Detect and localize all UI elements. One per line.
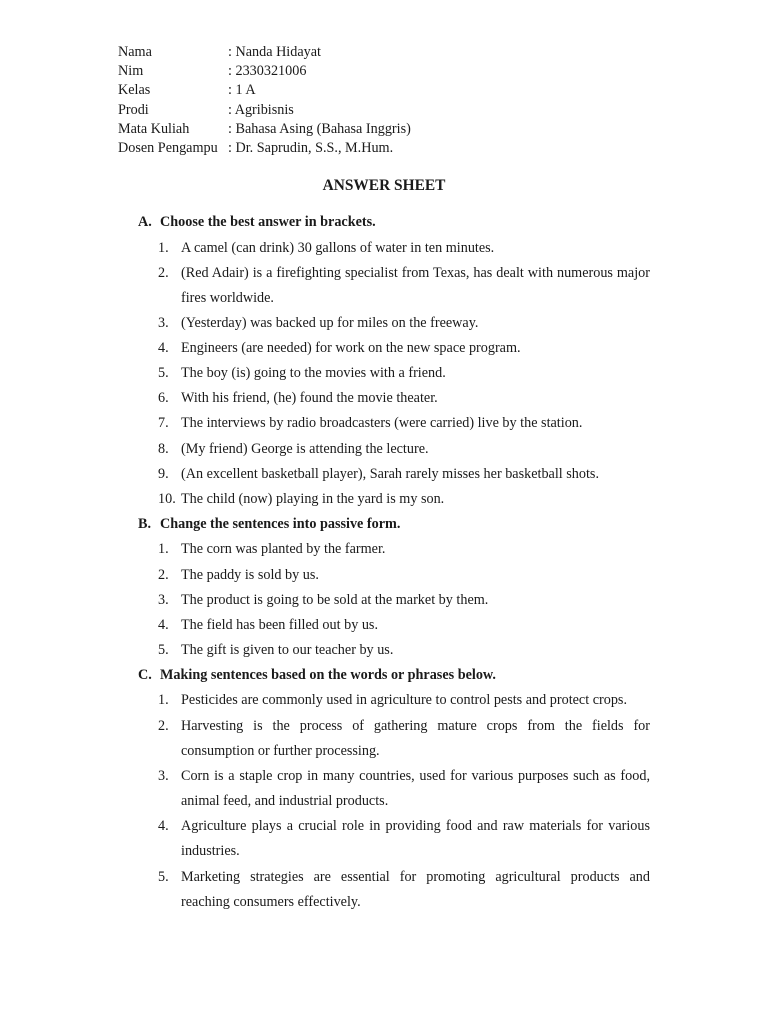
list-item: [158, 613, 650, 638]
item-text: Agriculture plays a crucial role in providing food and raw materials for various industries.: [181, 818, 650, 860]
item-number: 4.: [158, 818, 169, 834]
list-item: [158, 236, 650, 261]
info-value: : Agribisnis: [228, 101, 294, 118]
list-item: [158, 311, 650, 336]
list-item: [158, 411, 650, 436]
info-row-kelas: [118, 81, 411, 100]
item-text: The gift is given to our teacher by us.: [181, 642, 394, 658]
item-number: 3.: [158, 768, 169, 784]
list-item: [158, 386, 650, 411]
item-text: The child (now) playing in the yard is my son.: [181, 491, 445, 507]
item-number: 8.: [158, 441, 169, 457]
item-number: 1.: [158, 541, 169, 557]
info-row-nim: [118, 62, 411, 81]
list-item: [158, 437, 650, 462]
item-number: 5.: [158, 642, 169, 658]
section-heading-c: [138, 665, 496, 685]
item-text: The interviews by radio broadcasters (were carried) live by the station.: [181, 415, 583, 431]
info-row-dosen-pengampu: [118, 139, 411, 158]
list-item: [158, 688, 650, 713]
list-item: [158, 462, 650, 487]
list-item: [158, 714, 650, 764]
item-text: Harvesting is the process of gathering mature crops from the fields for consumption or further processing.: [181, 718, 650, 760]
item-number: 7.: [158, 415, 169, 431]
info-label: Dosen Pengampu: [118, 139, 218, 156]
item-text: (Yesterday) was backed up for miles on the freeway.: [181, 315, 479, 331]
section-letter: B.: [138, 516, 152, 532]
item-number: 10.: [158, 491, 176, 507]
info-value: : 2330321006: [228, 63, 307, 80]
item-number: 9.: [158, 466, 169, 482]
item-text: Marketing strategies are essential for promoting agricultural products and reaching consumers effectively.: [181, 869, 650, 911]
info-row-prodi: [118, 101, 411, 120]
list-item: [158, 537, 650, 562]
section-heading-b: [138, 514, 400, 534]
item-text: The product is going to be sold at the market by them.: [181, 592, 489, 608]
list-item: [158, 487, 650, 512]
item-number: 3.: [158, 592, 169, 608]
info-label: Nama: [118, 44, 152, 60]
list-item: [158, 814, 650, 864]
info-label: Prodi: [118, 101, 149, 118]
info-value: : Dr. Saprudin, S.S., M.Hum.: [228, 139, 394, 156]
section-title: Making sentences based on the words or phrases below.: [160, 667, 496, 683]
list-item: [158, 638, 650, 663]
list-item: [158, 764, 650, 814]
info-label: Kelas: [118, 82, 151, 99]
item-text: (Red Adair) is a firefighting specialist from Texas, has dealt with numerous major fires worldwide.: [181, 265, 650, 307]
item-number: 2.: [158, 567, 169, 583]
item-number: 6.: [158, 390, 169, 406]
info-label: Mata Kuliah: [118, 120, 190, 137]
item-number: 1.: [158, 240, 169, 256]
item-text: (An excellent basketball player), Sarah rarely misses her basketball shots.: [181, 466, 599, 482]
list-item: [158, 361, 650, 386]
item-text: A camel (can drink) 30 gallons of water in ten minutes.: [181, 240, 495, 256]
section-title: Choose the best answer in brackets.: [160, 214, 376, 230]
info-value: : 1 A: [228, 82, 256, 99]
item-number: 3.: [158, 315, 169, 331]
item-text: The boy (is) going to the movies with a friend.: [181, 365, 446, 381]
item-number: 1.: [158, 692, 169, 708]
student-info: [118, 43, 411, 158]
list-item: [158, 336, 650, 361]
item-number: 5.: [158, 365, 169, 381]
item-text: Engineers (are needed) for work on the new space program.: [181, 340, 521, 356]
item-number: 4.: [158, 617, 169, 633]
item-text: The field has been filled out by us.: [181, 617, 378, 633]
list-item: [158, 563, 650, 588]
item-number: 4.: [158, 340, 169, 356]
page-title: ANSWER SHEET: [322, 177, 446, 194]
info-value: : Bahasa Asing (Bahasa Inggris): [228, 120, 411, 137]
list-item: [158, 261, 650, 311]
section-heading-a: [138, 212, 376, 232]
item-text: (My friend) George is attending the lecture.: [181, 441, 429, 457]
info-label: Nim: [118, 63, 144, 80]
item-text: Corn is a staple crop in many countries, used for various purposes such as food, animal feed, and industrial products.: [181, 768, 650, 810]
info-row-mata-kuliah: [118, 120, 411, 139]
section-letter: A.: [138, 214, 152, 230]
list-item: [158, 865, 650, 915]
item-text: With his friend, (he) found the movie theater.: [181, 390, 438, 406]
item-number: 5.: [158, 869, 169, 885]
info-row-nama: [118, 43, 411, 62]
item-text: The corn was planted by the farmer.: [181, 541, 386, 557]
item-number: 2.: [158, 265, 169, 281]
item-text: The paddy is sold by us.: [181, 567, 319, 583]
list-item: [158, 588, 650, 613]
info-value: : Nanda Hidayat: [228, 44, 321, 60]
section-letter: C.: [138, 667, 152, 683]
section-title: Change the sentences into passive form.: [160, 516, 401, 532]
item-text: Pesticides are commonly used in agriculture to control pests and protect crops.: [181, 692, 627, 708]
item-number: 2.: [158, 718, 169, 734]
